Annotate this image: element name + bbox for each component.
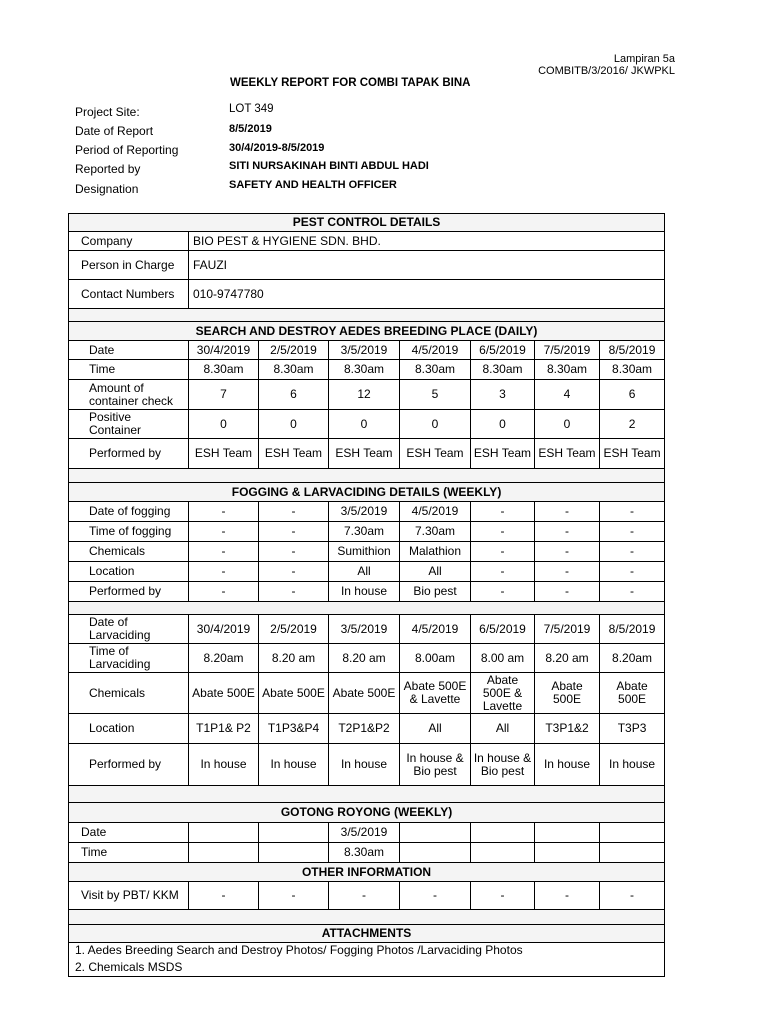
table-cell: 8.30am	[535, 360, 600, 380]
table-cell: ESH Team	[329, 439, 400, 469]
table-cell: 8.30am	[329, 360, 400, 380]
table-cell: 6/5/2019	[471, 341, 535, 360]
table-cell: 8.30am	[329, 843, 400, 863]
data-row	[69, 410, 665, 439]
table-cell: -	[259, 562, 329, 582]
row-label: Chemicals	[69, 542, 189, 562]
table-cell: 8.20 am	[329, 644, 400, 673]
table-cell: T1P1& P2	[189, 714, 259, 744]
table-cell: Sumithion	[329, 542, 400, 562]
table-cell: 8.20am	[600, 644, 665, 673]
table-cell	[189, 823, 259, 843]
table-cell: -	[259, 582, 329, 602]
row-label: Positive Container	[69, 410, 189, 439]
table-cell: -	[535, 542, 600, 562]
data-row	[69, 522, 665, 542]
table-cell: 3	[471, 380, 535, 410]
meta-label-designation: Designation	[75, 182, 139, 196]
spacer-row	[69, 309, 665, 322]
table-cell: -	[189, 562, 259, 582]
person-in-charge-label: Person in Charge	[69, 251, 189, 280]
table-cell: All	[400, 562, 471, 582]
table-cell: ESH Team	[189, 439, 259, 469]
table-cell: -	[535, 522, 600, 542]
table-cell: -	[535, 562, 600, 582]
row-label: Time	[69, 843, 189, 863]
spacer-row	[69, 910, 665, 925]
table-cell	[535, 843, 600, 863]
row-label: Date	[69, 823, 189, 843]
search-destroy-heading: SEARCH AND DESTROY AEDES BREEDING PLACE (DAILY)	[69, 322, 665, 341]
table-cell: In house	[329, 582, 400, 602]
table-cell: 5	[400, 380, 471, 410]
table-cell: -	[535, 882, 600, 910]
table-cell: 4/5/2019	[400, 502, 471, 522]
search-destroy-body	[69, 341, 665, 469]
table-cell: In house	[189, 744, 259, 786]
table-cell: In house	[329, 744, 400, 786]
table-cell	[259, 843, 329, 863]
meta-label-date-of-report: Date of Report	[75, 124, 154, 138]
fogging-heading-row	[69, 483, 665, 502]
data-row	[69, 542, 665, 562]
data-row	[69, 380, 665, 410]
row-label: Location	[69, 562, 189, 582]
table-cell: 3/5/2019	[329, 341, 400, 360]
table-cell: -	[471, 522, 535, 542]
table-cell: -	[600, 882, 665, 910]
row-label: Time of Larvaciding	[69, 644, 189, 673]
table-cell: 8.30am	[600, 360, 665, 380]
table-cell: Abate 500E	[189, 673, 259, 714]
table-cell: 7/5/2019	[535, 615, 600, 644]
company-label: Company	[69, 232, 189, 251]
attachments-heading: ATTACHMENTS	[69, 925, 665, 943]
table-cell: Abate 500E	[329, 673, 400, 714]
table-cell: -	[400, 882, 471, 910]
table-cell: -	[329, 882, 400, 910]
table-cell: 7.30am	[329, 522, 400, 542]
search-destroy-heading-row	[69, 322, 665, 341]
table-cell: ESH Team	[600, 439, 665, 469]
table-cell: 8.00am	[400, 644, 471, 673]
table-cell: T2P1&P2	[329, 714, 400, 744]
report-table	[68, 213, 665, 977]
table-cell: -	[189, 542, 259, 562]
fogging-heading: FOGGING & LARVACIDING DETAILS (WEEKLY)	[69, 483, 665, 502]
table-cell: 3/5/2019	[329, 502, 400, 522]
table-cell: In house	[259, 744, 329, 786]
table-cell: 3/5/2019	[329, 615, 400, 644]
table-cell: 4	[535, 380, 600, 410]
meta-value-reported-by: SITI NURSAKINAH BINTI ABDUL HADI	[229, 160, 429, 172]
table-cell: 8.30am	[259, 360, 329, 380]
pest-control-row	[69, 232, 665, 251]
table-cell: -	[259, 502, 329, 522]
meta-value-designation: SAFETY AND HEALTH OFFICER	[229, 179, 397, 191]
data-row	[69, 502, 665, 522]
table-cell: 2/5/2019	[259, 341, 329, 360]
gotong-royong-body	[69, 823, 665, 863]
gotong-royong-heading: GOTONG ROYONG (WEEKLY)	[69, 803, 665, 823]
table-cell: 8.20 am	[259, 644, 329, 673]
meta-label-reported-by: Reported by	[75, 162, 141, 176]
table-cell: 4/5/2019	[400, 341, 471, 360]
table-cell: T3P1&2	[535, 714, 600, 744]
larvaciding-body	[69, 615, 665, 786]
reference-lampiran: Lampiran 5a	[613, 53, 675, 65]
spacer-row	[69, 602, 665, 615]
table-cell: -	[259, 542, 329, 562]
table-cell: -	[471, 502, 535, 522]
meta-value-date-of-report: 8/5/2019	[229, 123, 272, 135]
pest-control-row	[69, 251, 665, 280]
table-cell: 0	[259, 410, 329, 439]
table-cell: 6	[259, 380, 329, 410]
table-cell: -	[600, 502, 665, 522]
table-cell: 0	[329, 410, 400, 439]
data-row	[69, 439, 665, 469]
table-cell: 4/5/2019	[400, 615, 471, 644]
attachment-item: 2. Chemicals MSDS	[69, 959, 665, 977]
attachment-item-row	[69, 959, 665, 977]
meta-value-period: 30/4/2019-8/5/2019	[229, 142, 325, 154]
table-cell: In house & Bio pest	[471, 744, 535, 786]
fogging-body	[69, 502, 665, 602]
table-cell: 0	[189, 410, 259, 439]
table-cell: -	[259, 882, 329, 910]
row-label: Date of fogging	[69, 502, 189, 522]
table-cell: All	[329, 562, 400, 582]
table-cell: -	[471, 562, 535, 582]
table-cell	[600, 843, 665, 863]
table-cell: 0	[535, 410, 600, 439]
table-cell: In house & Bio pest	[400, 744, 471, 786]
table-cell: 8/5/2019	[600, 341, 665, 360]
table-cell: -	[600, 582, 665, 602]
table-cell	[400, 823, 471, 843]
table-cell: 2	[600, 410, 665, 439]
row-label: Time	[69, 360, 189, 380]
reference-code: COMBITB/3/2016/ JKWPKL	[538, 65, 675, 77]
report-title: WEEKLY REPORT FOR COMBI TAPAK BINA	[230, 77, 471, 89]
table-cell: -	[189, 522, 259, 542]
table-cell: 0	[400, 410, 471, 439]
table-cell: 8.30am	[189, 360, 259, 380]
table-cell: In house	[535, 744, 600, 786]
table-cell: -	[189, 582, 259, 602]
row-label: Performed by	[69, 582, 189, 602]
data-row	[69, 882, 665, 910]
table-cell: 0	[471, 410, 535, 439]
table-cell: Abate 500E & Lavette	[471, 673, 535, 714]
table-cell: -	[471, 582, 535, 602]
table-cell	[400, 843, 471, 863]
row-label: Time of fogging	[69, 522, 189, 542]
spacer-row	[69, 786, 665, 803]
table-cell: -	[535, 582, 600, 602]
table-cell	[189, 843, 259, 863]
row-label: Chemicals	[69, 673, 189, 714]
row-label: Location	[69, 714, 189, 744]
table-cell: Abate 500E	[259, 673, 329, 714]
data-row	[69, 360, 665, 380]
table-cell: All	[400, 714, 471, 744]
table-cell: 7	[189, 380, 259, 410]
spacer-row	[69, 469, 665, 483]
pest-control-heading-row	[69, 214, 665, 232]
data-row	[69, 341, 665, 360]
data-row	[69, 823, 665, 843]
table-cell: T3P3	[600, 714, 665, 744]
table-cell: -	[189, 502, 259, 522]
company-value: BIO PEST & HYGIENE SDN. BHD.	[189, 232, 665, 251]
person-in-charge-value: FAUZI	[189, 251, 665, 280]
table-cell: In house	[600, 744, 665, 786]
table-cell: -	[535, 502, 600, 522]
contact-numbers-label: Contact Numbers	[69, 280, 189, 309]
pest-control-row	[69, 280, 665, 309]
table-cell: 3/5/2019	[329, 823, 400, 843]
table-cell: Malathion	[400, 542, 471, 562]
table-cell: -	[259, 522, 329, 542]
data-row	[69, 673, 665, 714]
table-cell: 12	[329, 380, 400, 410]
table-cell: -	[471, 542, 535, 562]
table-cell: -	[600, 522, 665, 542]
row-label: Amount of container check	[69, 380, 189, 410]
data-row	[69, 644, 665, 673]
table-cell: Abate 500E	[535, 673, 600, 714]
table-cell: -	[600, 562, 665, 582]
table-cell: 7.30am	[400, 522, 471, 542]
table-cell: 8.20am	[189, 644, 259, 673]
table-cell: 6	[600, 380, 665, 410]
table-cell: Abate 500E	[600, 673, 665, 714]
other-info-heading: OTHER INFORMATION	[69, 863, 665, 882]
data-row	[69, 744, 665, 786]
table-cell: Abate 500E & Lavette	[400, 673, 471, 714]
table-cell: 8.30am	[471, 360, 535, 380]
row-label: Performed by	[69, 439, 189, 469]
table-cell: ESH Team	[471, 439, 535, 469]
table-cell: 30/4/2019	[189, 341, 259, 360]
table-cell: -	[471, 882, 535, 910]
row-label: Date	[69, 341, 189, 360]
table-cell	[471, 823, 535, 843]
table-cell: -	[600, 542, 665, 562]
table-cell: All	[471, 714, 535, 744]
data-row	[69, 843, 665, 863]
row-label: Visit by PBT/ KKM	[69, 882, 189, 910]
data-row	[69, 562, 665, 582]
meta-label-project-site: Project Site:	[75, 105, 140, 119]
data-row	[69, 714, 665, 744]
attachments-heading-row	[69, 925, 665, 943]
table-cell: T1P3&P4	[259, 714, 329, 744]
table-cell: 30/4/2019	[189, 615, 259, 644]
other-info-body	[69, 882, 665, 910]
table-cell: ESH Team	[400, 439, 471, 469]
attachment-item-row	[69, 943, 665, 959]
table-cell: 7/5/2019	[535, 341, 600, 360]
table-cell: 8.00 am	[471, 644, 535, 673]
table-cell: ESH Team	[259, 439, 329, 469]
table-cell: 2/5/2019	[259, 615, 329, 644]
row-label: Date of Larvaciding	[69, 615, 189, 644]
data-row	[69, 615, 665, 644]
table-cell	[600, 823, 665, 843]
row-label: Performed by	[69, 744, 189, 786]
table-cell: -	[189, 882, 259, 910]
gotong-royong-heading-row	[69, 803, 665, 823]
meta-value-project-site: LOT 349	[229, 103, 274, 115]
other-info-heading-row	[69, 863, 665, 882]
table-cell	[535, 823, 600, 843]
meta-label-period: Period of Reporting	[75, 143, 179, 157]
table-cell: Bio pest	[400, 582, 471, 602]
table-cell	[471, 843, 535, 863]
attachment-item: 1. Aedes Breeding Search and Destroy Photos/ Fogging Photos /Larvaciding Photos	[69, 943, 665, 959]
table-cell: 8.30am	[400, 360, 471, 380]
table-cell: 6/5/2019	[471, 615, 535, 644]
data-row	[69, 582, 665, 602]
table-cell	[259, 823, 329, 843]
table-cell: ESH Team	[535, 439, 600, 469]
contact-numbers-value: 010-9747780	[189, 280, 665, 309]
table-cell: 8.20 am	[535, 644, 600, 673]
table-cell: 8/5/2019	[600, 615, 665, 644]
pest-control-heading: PEST CONTROL DETAILS	[69, 214, 665, 232]
